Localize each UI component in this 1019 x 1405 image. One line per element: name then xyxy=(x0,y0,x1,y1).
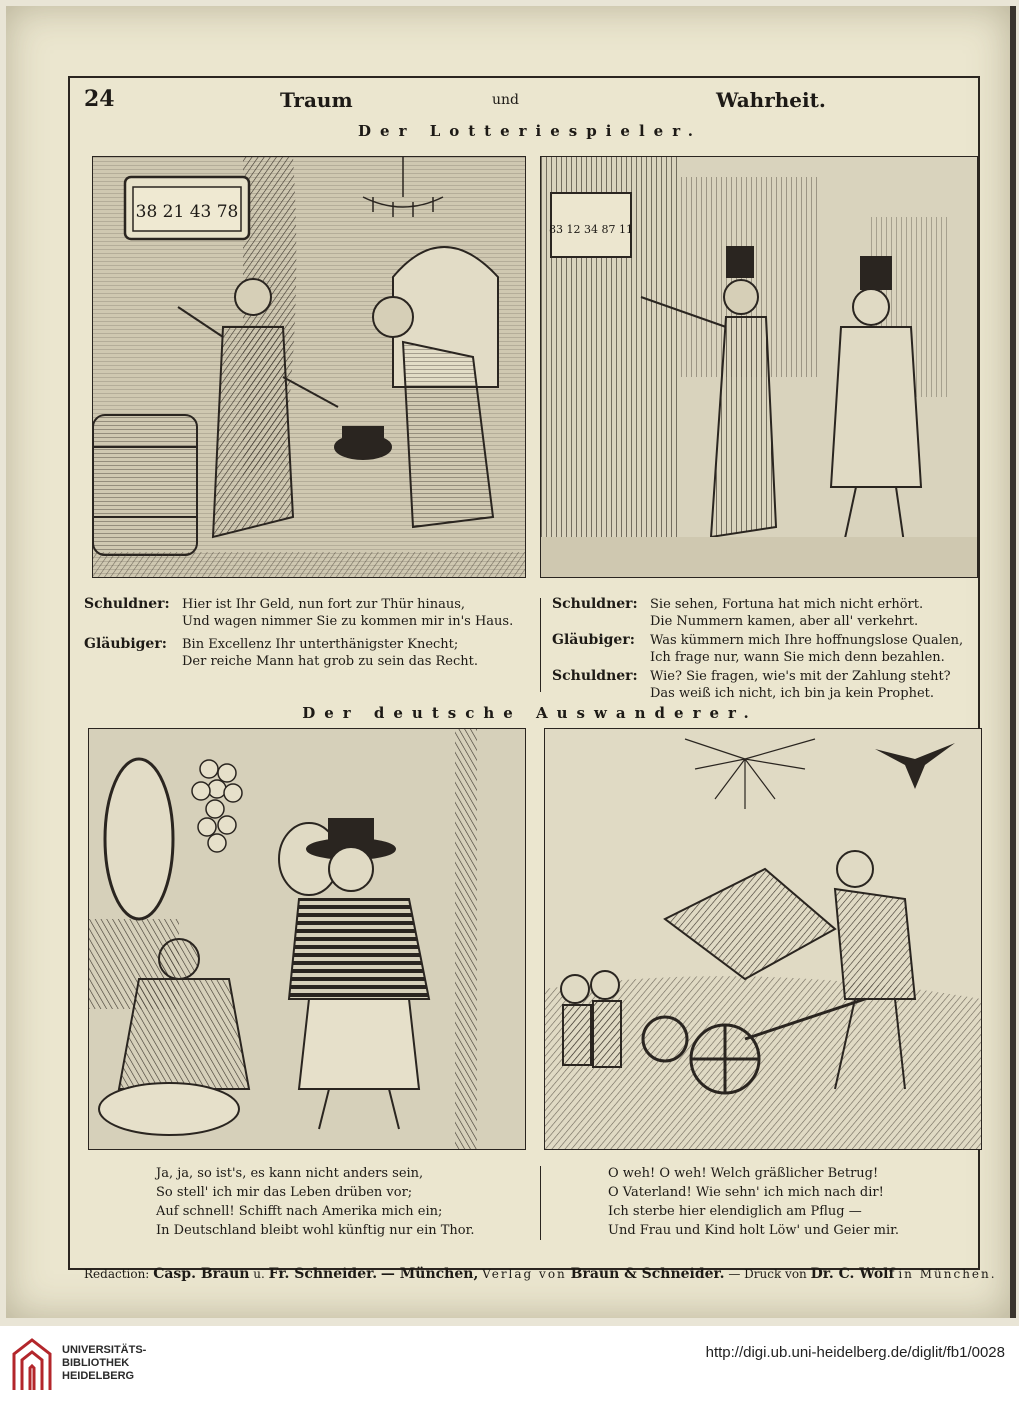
dialog-row xyxy=(552,632,982,666)
dialog-line: Hier ist Ihr Geld, nun fort zur Thür hinaus, xyxy=(182,597,466,612)
source-url-link[interactable]: http://digi.ub.uni-heidelberg.de/diglit/fb1/0028 xyxy=(705,1344,1005,1361)
dialog-line: Was kümmern mich Ihre hoffnungslose Qualen, xyxy=(650,633,964,648)
column-divider xyxy=(540,1166,541,1240)
dialog-line: Wie? Sie fragen, wie's mit der Zahlung steht? xyxy=(650,669,951,684)
dialog-line: Und wagen nimmer Sie zu kommen mir in's Haus. xyxy=(182,614,514,629)
verse-right xyxy=(608,1164,968,1240)
dialog-line: Ich frage nur, wann Sie mich denn bezahlen. xyxy=(650,650,945,665)
header-title-left: Traum xyxy=(280,88,353,112)
editor-name: Fr. Schneider. xyxy=(268,1266,378,1282)
dialog-row xyxy=(84,596,524,630)
verlag-label: Verlag von xyxy=(482,1267,567,1281)
verse-line: Ja, ja, so ist's, es kann nicht anders sein, xyxy=(156,1166,424,1181)
header-title-middle: und xyxy=(492,92,519,108)
lottery-board xyxy=(125,177,249,239)
publisher-name: Braun & Schneider. xyxy=(570,1266,725,1282)
lottery-board-street xyxy=(549,193,633,257)
verse-line: Ich sterbe hier elendiglich am Pflug — xyxy=(608,1204,862,1219)
dialog-line: Das weiß ich nicht, ich bin ja kein Prophet. xyxy=(650,686,934,701)
dialog-lottery-left xyxy=(84,596,524,676)
page-header xyxy=(84,86,824,116)
illustration-emigrant-reality xyxy=(544,728,982,1150)
verse-left xyxy=(156,1164,526,1240)
dialog-row xyxy=(552,668,982,702)
verse-line: O Vaterland! Wie sehn' ich mich nach dir! xyxy=(608,1185,884,1200)
header-title-right: Wahrheit. xyxy=(716,88,826,112)
library-name: UNIVERSITÄTS- BIBLIOTHEK HEIDELBERG xyxy=(62,1344,147,1382)
illustration-street-creditor xyxy=(540,156,978,578)
connector: u. xyxy=(253,1267,265,1281)
printer-city: in München. xyxy=(898,1267,997,1281)
druck-label: — Druck von xyxy=(728,1267,807,1281)
page-number: 24 xyxy=(84,86,115,112)
library-bar xyxy=(0,1326,1019,1405)
printer-name: Dr. C. Wolf xyxy=(810,1266,895,1282)
imprint-footer xyxy=(84,1266,997,1288)
library-logo-icon xyxy=(10,1336,54,1394)
section-title-lottery: Der Lotteriespieler. xyxy=(358,122,702,140)
editor-name: Casp. Braun xyxy=(153,1266,250,1282)
speaker-label: Schuldner: xyxy=(84,596,170,612)
verse-line: Und Frau und Kind holt Löw' und Geier mir. xyxy=(608,1223,900,1238)
verse-line: Auf schnell! Schifft nach Amerika mich ein; xyxy=(156,1204,443,1219)
speaker-label: Schuldner: xyxy=(552,596,638,612)
speaker-label: Gläubiger: xyxy=(552,632,635,648)
dialog-row xyxy=(552,596,982,630)
dialog-line: Sie sehen, Fortuna hat mich nicht erhört. xyxy=(650,597,924,612)
lottery-numbers-left: 38 21 43 78 xyxy=(135,202,239,222)
dialog-line: Der reiche Mann hat grob zu sein das Recht. xyxy=(182,654,478,669)
verse-line: In Deutschland bleibt wohl künftig nur ein Thor. xyxy=(156,1223,475,1238)
illustration-emigrant-dream xyxy=(88,728,526,1150)
verse-line: So stell' ich mir das Leben drüben vor; xyxy=(156,1185,413,1200)
redaction-label: Redaction: xyxy=(84,1267,150,1281)
speaker-label: Gläubiger: xyxy=(84,636,167,652)
dialog-line: Bin Excellenz Ihr unterthänigster Knecht; xyxy=(182,637,459,652)
city-name: — München, xyxy=(380,1266,479,1282)
verse-line: O weh! O weh! Welch gräßlicher Betrug! xyxy=(608,1166,879,1181)
dialog-line: Die Nummern kamen, aber all' verkehrt. xyxy=(650,614,919,629)
speaker-label: Schuldner: xyxy=(552,668,638,684)
dialog-lottery-right xyxy=(552,596,982,708)
column-divider xyxy=(540,598,541,692)
section-title-emigrant: Der deutsche Auswanderer. xyxy=(302,704,758,722)
lottery-numbers-right: 83 12 34 87 11 xyxy=(549,223,633,236)
illustration-debtor-paying xyxy=(92,156,526,578)
dialog-row xyxy=(84,636,524,670)
